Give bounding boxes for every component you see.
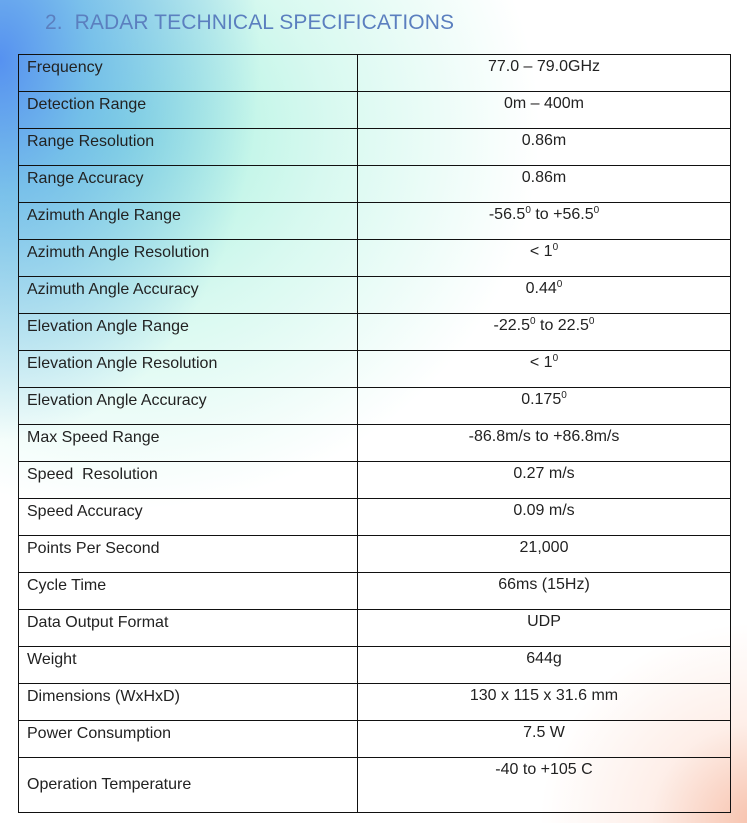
spec-value: [358, 351, 731, 388]
table-row: [19, 240, 731, 277]
value-text: 0.175: [521, 391, 562, 408]
spec-value: 0m – 400m: [358, 92, 731, 129]
spec-value: UDP: [358, 610, 731, 647]
table-row: [19, 388, 731, 425]
value-text: -22.5: [493, 317, 530, 334]
spec-value: 66ms (15Hz): [358, 573, 731, 610]
spec-label: Cycle Time: [19, 573, 358, 610]
spec-value: 21,000: [358, 536, 731, 573]
degree-sup: 0: [552, 242, 559, 253]
degree-sup: 0: [593, 205, 600, 216]
spec-value: [358, 314, 731, 351]
table-row: [19, 573, 731, 610]
degree-sup: 0: [529, 316, 536, 327]
spec-label: Range Resolution: [19, 129, 358, 166]
spec-label: Max Speed Range: [19, 425, 358, 462]
spec-label: Elevation Angle Range: [19, 314, 358, 351]
spec-label: Dimensions (WxHxD): [19, 684, 358, 721]
table-row: [19, 55, 731, 92]
spec-value: 0.27 m/s: [358, 462, 731, 499]
spec-value: 0.86m: [358, 166, 731, 203]
specs-table: [18, 54, 731, 813]
spec-label: Operation Temperature: [19, 758, 358, 813]
spec-value: 0.09 m/s: [358, 499, 731, 536]
spec-value: [358, 388, 731, 425]
table-row: [19, 129, 731, 166]
spec-value: 77.0 – 79.0GHz: [358, 55, 731, 92]
value-text: to 22.5: [535, 317, 589, 334]
table-row: [19, 758, 731, 813]
value-text: to +56.5: [530, 206, 594, 223]
table-row: [19, 92, 731, 129]
spec-label: Azimuth Angle Accuracy: [19, 277, 358, 314]
table-row: [19, 499, 731, 536]
degree-sup: 0: [561, 390, 567, 401]
value-text: 0.44: [525, 280, 557, 297]
section-title: [45, 11, 454, 35]
spec-label: Azimuth Angle Range: [19, 203, 358, 240]
table-row: [19, 166, 731, 203]
table-row: [19, 462, 731, 499]
table-row: [19, 351, 731, 388]
table-row: [19, 721, 731, 758]
section-title-text: RADAR TECHNICAL SPECIFICATIONS: [74, 11, 455, 34]
spec-label: Elevation Angle Resolution: [19, 351, 358, 388]
spec-value: -40 to +105 C: [358, 758, 731, 813]
table-row: [19, 684, 731, 721]
degree-sup: 0: [525, 205, 531, 216]
spec-value: 7.5 W: [358, 721, 731, 758]
spec-label: Power Consumption: [19, 721, 358, 758]
table-row: [19, 536, 731, 573]
spec-value: [358, 277, 731, 314]
value-text: < 1: [529, 243, 553, 260]
spec-value: 0.86m: [358, 129, 731, 166]
spec-label: Azimuth Angle Resolution: [19, 240, 358, 277]
table-row: [19, 425, 731, 462]
degree-sup: 0: [556, 279, 563, 290]
value-text: < 1: [529, 354, 553, 371]
spec-label: Speed Resolution: [19, 462, 358, 499]
spec-value: [358, 240, 731, 277]
table-row: [19, 203, 731, 240]
spec-value: 130 x 115 x 31.6 mm: [358, 684, 731, 721]
spec-value: 644g: [358, 647, 731, 684]
spec-value: [358, 203, 731, 240]
table-row: [19, 610, 731, 647]
spec-label: Weight: [19, 647, 358, 684]
spec-label: Points Per Second: [19, 536, 358, 573]
spec-label: Range Accuracy: [19, 166, 358, 203]
degree-sup: 0: [588, 316, 595, 327]
section-number: 2.: [45, 11, 63, 34]
spec-label: Data Output Format: [19, 610, 358, 647]
value-text: -56.5: [488, 206, 526, 223]
spec-label: Speed Accuracy: [19, 499, 358, 536]
table-row: [19, 277, 731, 314]
spec-label: Detection Range: [19, 92, 358, 129]
degree-sup: 0: [552, 353, 559, 364]
spec-label: Elevation Angle Accuracy: [19, 388, 358, 425]
spec-value: -86.8m/s to +86.8m/s: [358, 425, 731, 462]
table-row: [19, 314, 731, 351]
spec-label: Frequency: [19, 55, 358, 92]
table-row: [19, 647, 731, 684]
